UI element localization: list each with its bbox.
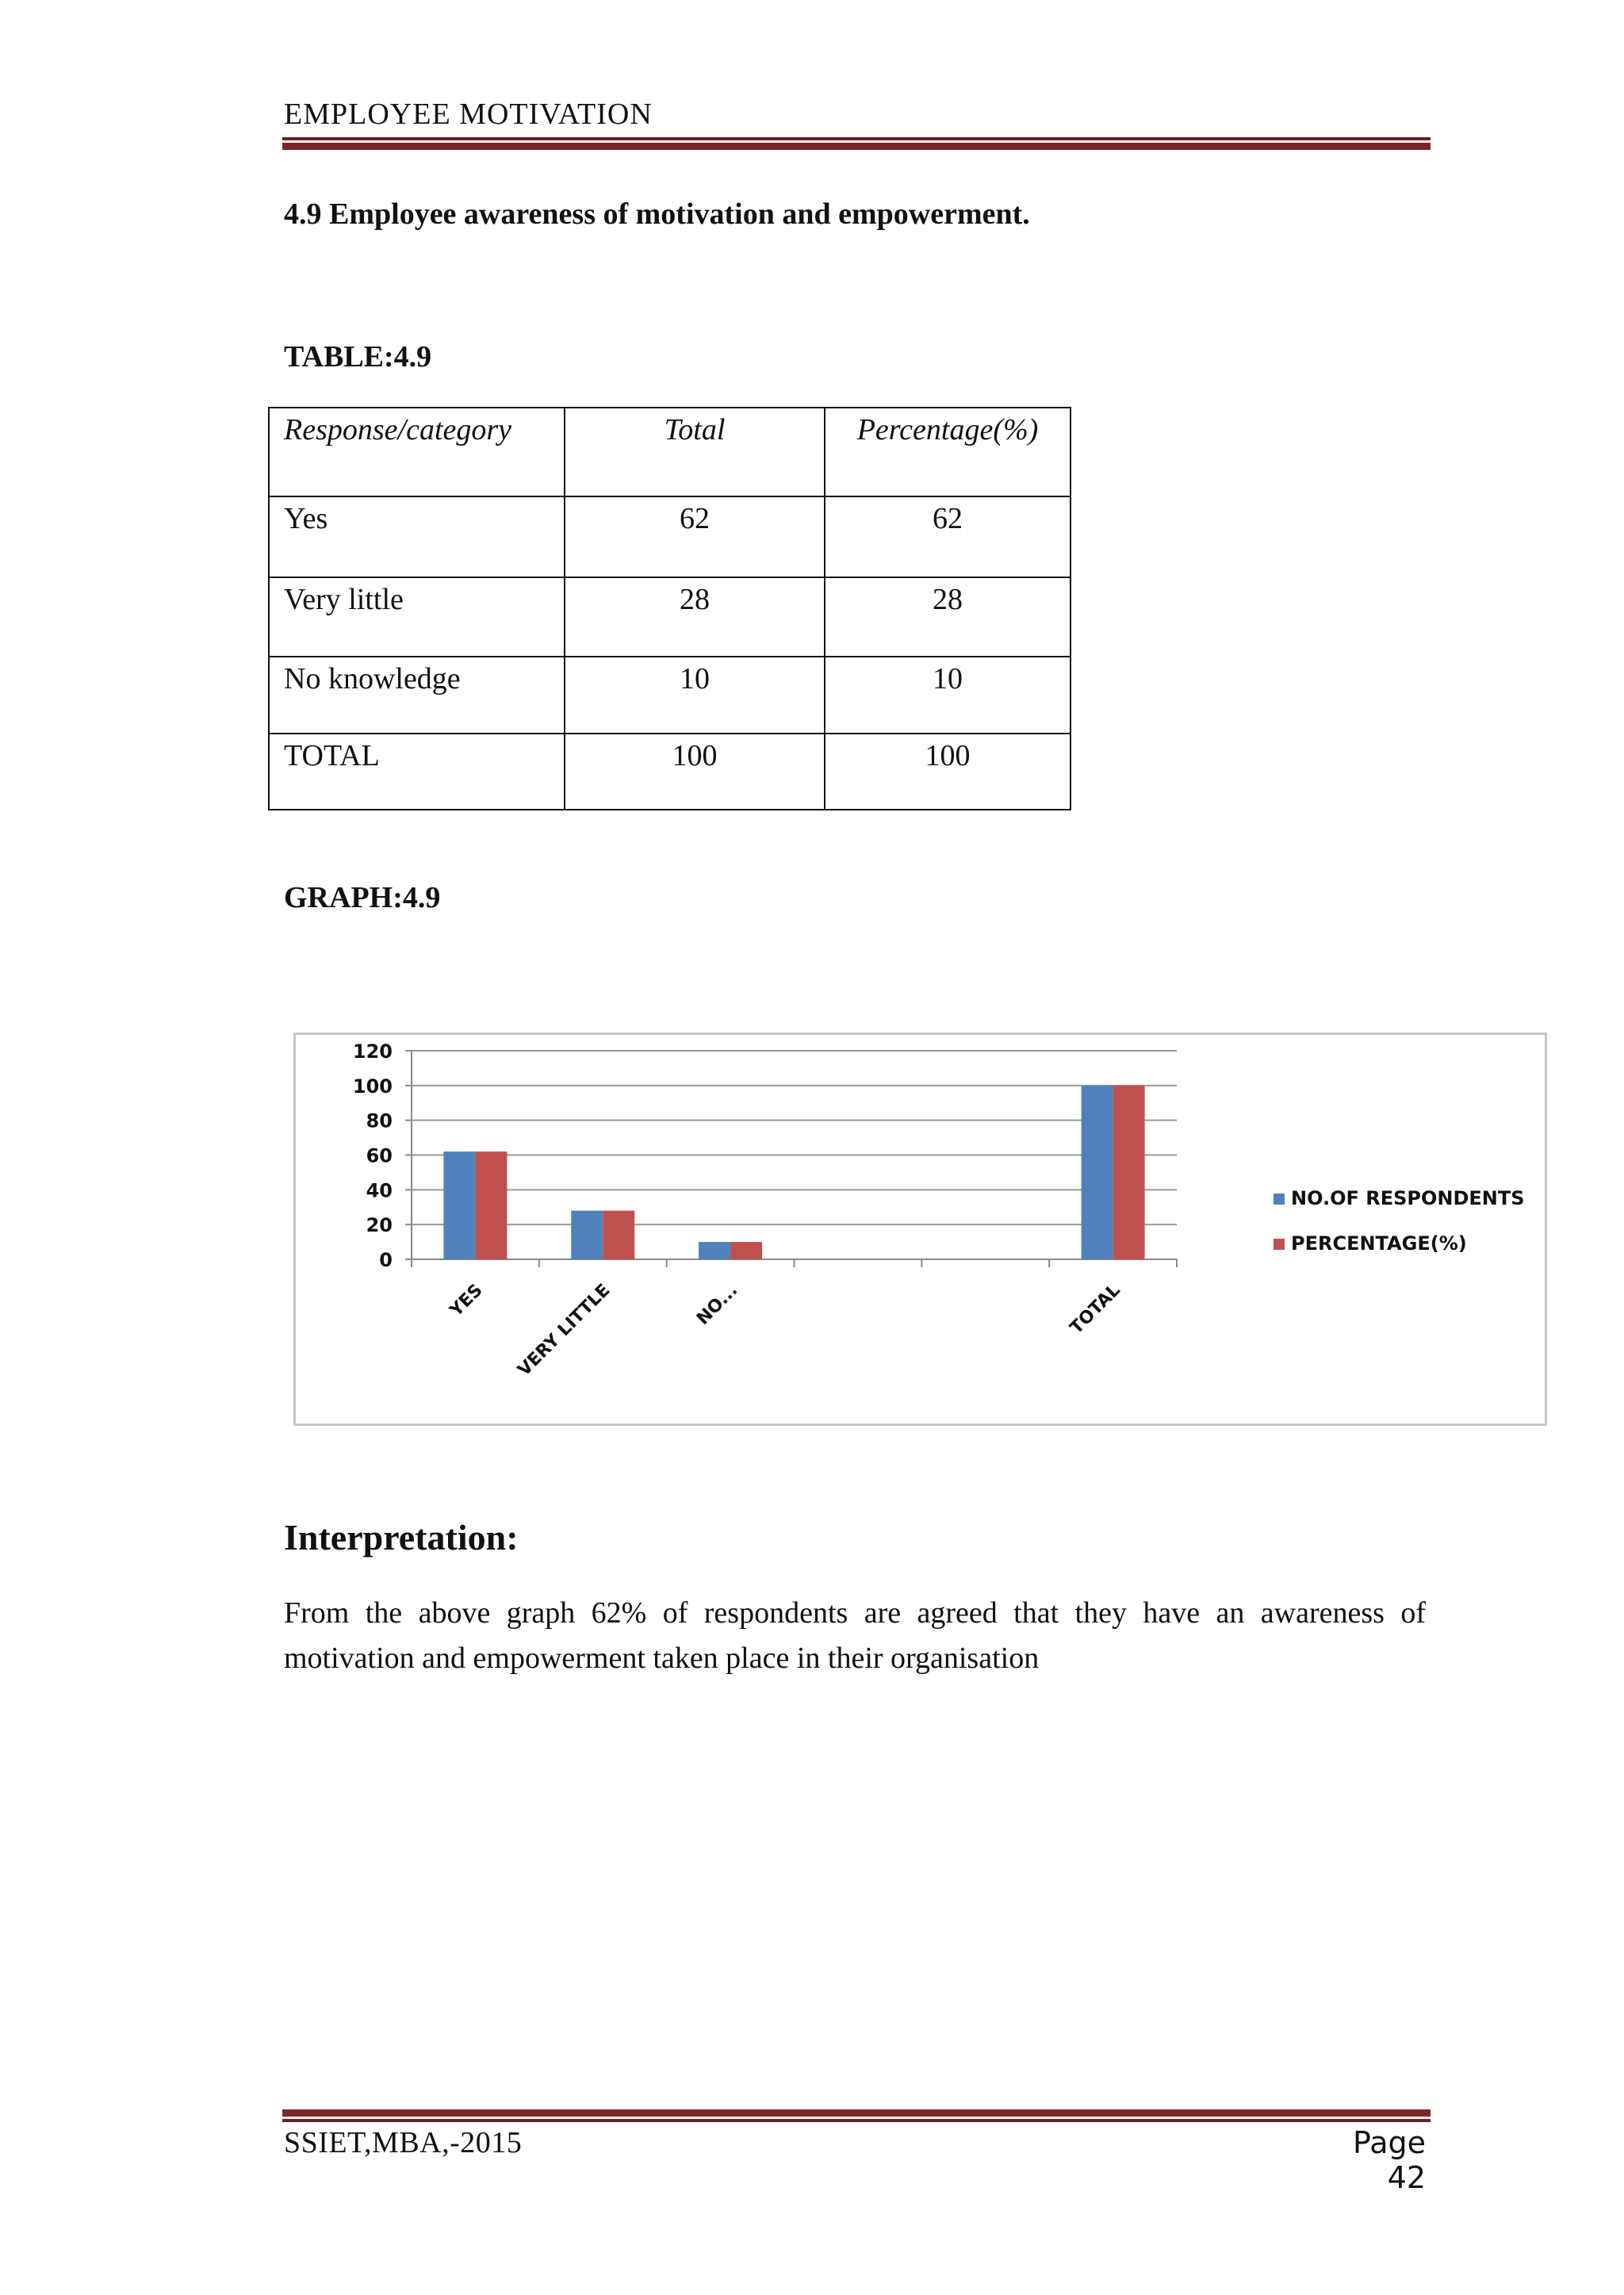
bar-percentage [603, 1211, 634, 1259]
bar-percentage [730, 1242, 762, 1259]
cell-category: TOTAL [269, 734, 565, 810]
cell-percentage: 100 [825, 734, 1071, 810]
header-rule-thin [282, 137, 1431, 140]
cell-total: 62 [565, 496, 825, 577]
table-row [269, 657, 1071, 734]
footer-rule-thick [282, 2109, 1431, 2117]
interpretation-text: From the above graph 62% of respondents are agreed that they have an awareness of motivation and empowerment taken place in their organisation [284, 1596, 1426, 1675]
cell-percentage: 28 [825, 577, 1071, 657]
bar-percentage [1113, 1086, 1145, 1259]
y-tick-label: 60 [366, 1144, 393, 1167]
cell-total: 10 [565, 657, 825, 734]
y-tick-label: 40 [366, 1179, 393, 1202]
data-table [268, 407, 1071, 810]
cell-percentage: 10 [825, 657, 1071, 734]
bar-respondents [699, 1242, 730, 1259]
cell-total: 28 [565, 577, 825, 657]
x-category-label: NO... [693, 1280, 742, 1329]
cell-category: Yes [269, 496, 565, 577]
table-row [269, 577, 1071, 657]
table-row [269, 496, 1071, 577]
x-category-label: VERY LITTLE [514, 1280, 615, 1381]
y-tick-label: 120 [352, 1040, 393, 1063]
table-row-total [269, 734, 1071, 810]
cell-category: Very little [269, 577, 565, 657]
bar-respondents [571, 1211, 603, 1259]
header-rule-thick [282, 143, 1431, 150]
cell-category: No knowledge [269, 657, 565, 734]
graph-caption: GRAPH:4.9 [284, 881, 441, 914]
legend-swatch [1274, 1193, 1285, 1205]
footer-institution: SSIET,MBA,-2015 [284, 2126, 523, 2159]
cell-percentage: 62 [825, 496, 1071, 577]
header-cell-percentage: Percentage(%) [825, 408, 1071, 496]
running-header-title: EMPLOYEE MOTIVATION [284, 98, 653, 131]
footer-rule-thin [282, 2119, 1431, 2122]
header-cell-total: Total [565, 408, 825, 496]
bar-percentage [475, 1151, 507, 1259]
header-cell-response: Response/category [269, 408, 565, 496]
footer-page-number: Page 42 [1353, 2125, 1426, 2195]
y-tick-label: 0 [379, 1249, 393, 1271]
x-category-label: YES [446, 1280, 487, 1321]
legend-label: PERCENTAGE(%) [1291, 1232, 1467, 1255]
interpretation-heading: Interpretation: [284, 1517, 519, 1557]
legend-label: NO.OF RESPONDENTS [1291, 1187, 1525, 1209]
table-header-row [269, 408, 1071, 496]
y-tick-label: 20 [366, 1214, 393, 1237]
bar-chart [293, 1033, 1547, 1426]
cell-total: 100 [565, 734, 825, 810]
y-tick-label: 80 [366, 1109, 393, 1132]
legend-swatch [1274, 1239, 1285, 1250]
y-tick-label: 100 [352, 1075, 393, 1098]
bar-respondents [1082, 1086, 1113, 1259]
section-heading: 4.9 Employee awareness of motivation and empowerment. [284, 197, 1030, 231]
x-category-label: TOTAL [1066, 1280, 1124, 1339]
bar-chart-svg [296, 1035, 1545, 1423]
bar-respondents [443, 1151, 475, 1259]
table-caption: TABLE:4.9 [284, 340, 432, 374]
